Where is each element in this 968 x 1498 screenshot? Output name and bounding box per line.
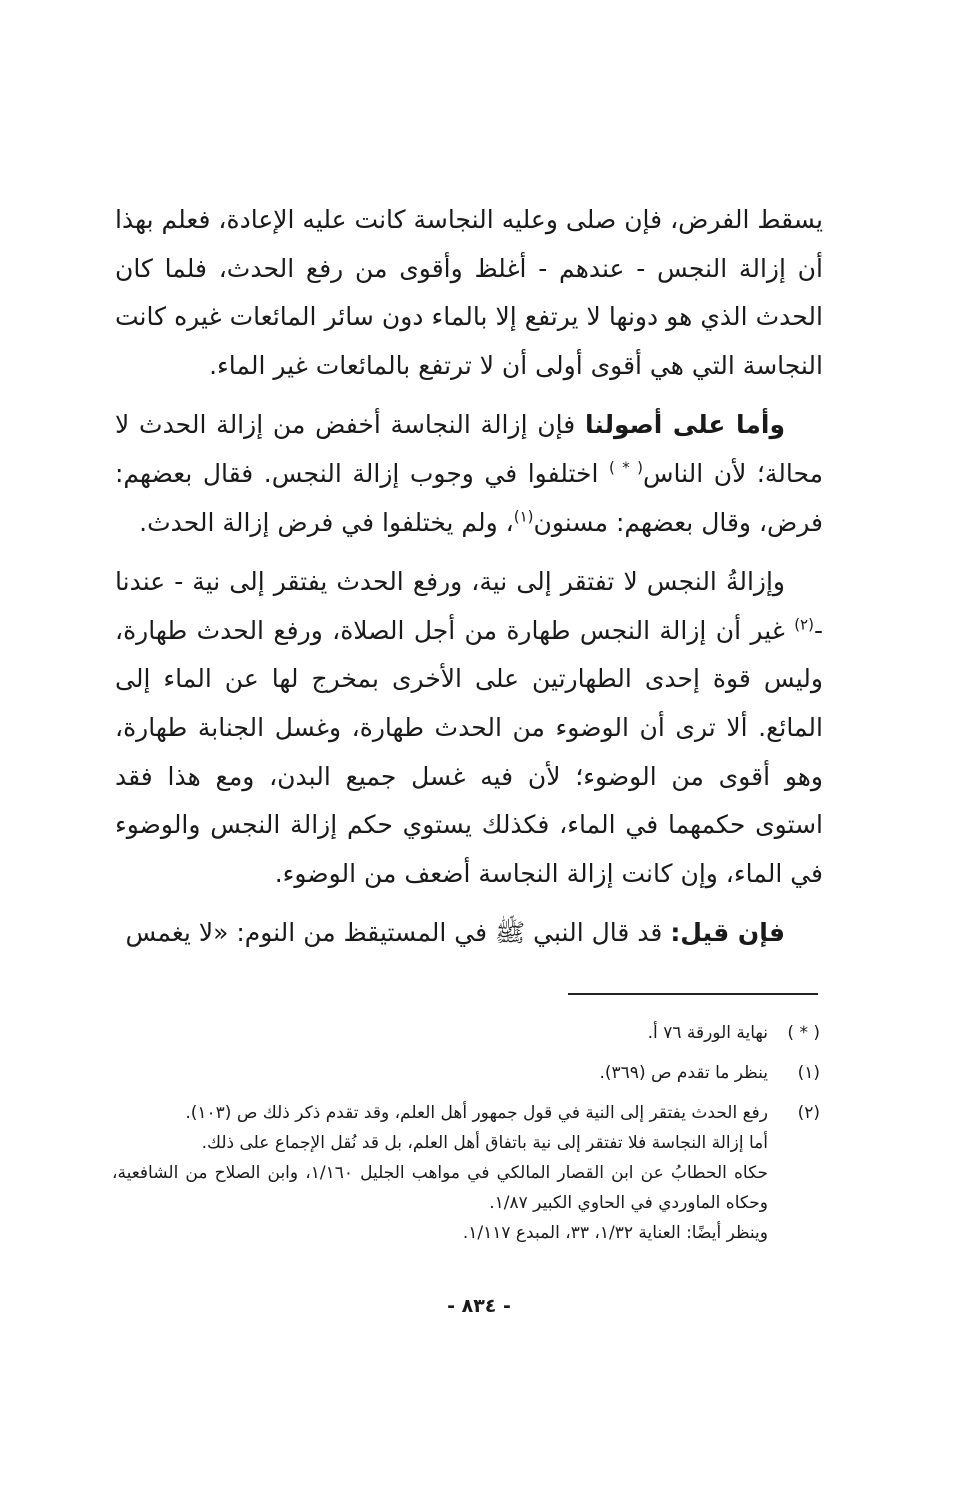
footnote-line: وينظر أيضًا: العناية ١/٣٢، ٣٣، المبدع ١/١١٧. [462,1223,768,1243]
paragraph-2 [115,401,823,547]
paragraph-2-text-c: ، ولم يختلفوا في فرض إزالة الحدث. [139,507,514,537]
footnote-line: حكاه الحطابُ عن ابن القصار المالكي في مواهب الجليل ١/١٦٠، وابن الصلاح من الشافعية، وحكاه الماوردي في الحاوي الكبير ١/٨٧. [112,1163,768,1213]
footnote-ref-2: (٢) [794,615,814,634]
paragraph-4 [115,909,823,958]
paragraph-4-lead: فإن قيل: [670,918,785,948]
paragraph-1 [115,196,823,390]
footnotes [112,1018,820,1258]
footnote-mark: (١) [797,1063,820,1083]
footnote-line: ينظر ما تقدم ص (٣٦٩). [599,1063,768,1083]
footnote-text [112,1098,768,1248]
paragraph-4-text: قد قال النبي ﷺ في المستيقظ من النوم: «لا يغمس [125,918,671,948]
footnote-star [112,1018,820,1048]
footnote-mark: (٢) [797,1103,820,1123]
footnote-ref-star: ( * ) [609,458,643,477]
footnote-divider [568,993,818,995]
main-text [115,196,823,969]
paragraph-2-lead: وأما على أصولنا [585,410,785,440]
footnote-text [112,1018,768,1048]
footnote-ref-1: (١) [513,507,534,526]
footnote-mark: ( * ) [787,1023,820,1043]
paragraph-1-text: يسقط الفرض، فإن صلى وعليه النجاسة كانت عليه الإعادة، فعلم بهذا أن إزالة النجس - عندهم - أغلظ وأقوى من رفع الحدث، فلما كان الحدث الذي هو دونها لا يرتفع إلا بالماء دون سائر المائعات غيره كانت النجاسة التي هي أقوى أولى أن لا ترتفع بالمائعات غير الماء. [115,205,823,380]
footnote-2 [112,1098,820,1248]
page-number: - ٨٣٤ - [447,1295,511,1317]
paragraph-3 [115,558,823,898]
paragraph-3-text-a: وإزالةُ النجس لا تفتقر إلى نية، ورفع الحدث يفتقر إلى نية - عندنا - [115,567,823,645]
footnote-text [112,1058,768,1088]
paragraph-2-text-b: اختلفوا في وجوب إزالة النجس. فقال بعضهم: فرض، وقال بعضهم: مسنون [115,458,823,537]
paragraph-3-text-b: غير أن إزالة النجس طهارة من أجل الصلاة، ورفع الحدث طهارة، وليس قوة إحدى الطهارتين على الأخرى بمخرج لها عن الماء إلى المائع. ألا ترى أن الوضوء من الحدث طهارة، وغسل الجنابة طهارة، وهو أقوى من الوضوء؛ لأن فيه غسل جميع البدن، ومع هذا فقد استوى حكمهما في الماء، فكذلك يستوي حكم إزالة النجس والوضوء في الماء، وإن كانت إزالة النجاسة أضعف من الوضوء. [115,615,823,888]
footnote-line: أما إزالة النجاسة فلا تفتقر إلى نية باتفاق أهل العلم، بل قد نُقل الإجماع على ذلك. [201,1133,768,1153]
paragraph-2-text-a: فإن إزالة النجاسة أخفض من إزالة الحدث لا محالة؛ لأن الناس [115,410,823,488]
footnote-line: نهاية الورقة ٧٦ أ. [647,1023,768,1043]
footnote-line: رفع الحدث يفتقر إلى النية في قول جمهور أهل العلم، وقد تقدم ذكر ذلك ص (١٠٣). [185,1103,768,1123]
footnote-1 [112,1058,820,1088]
